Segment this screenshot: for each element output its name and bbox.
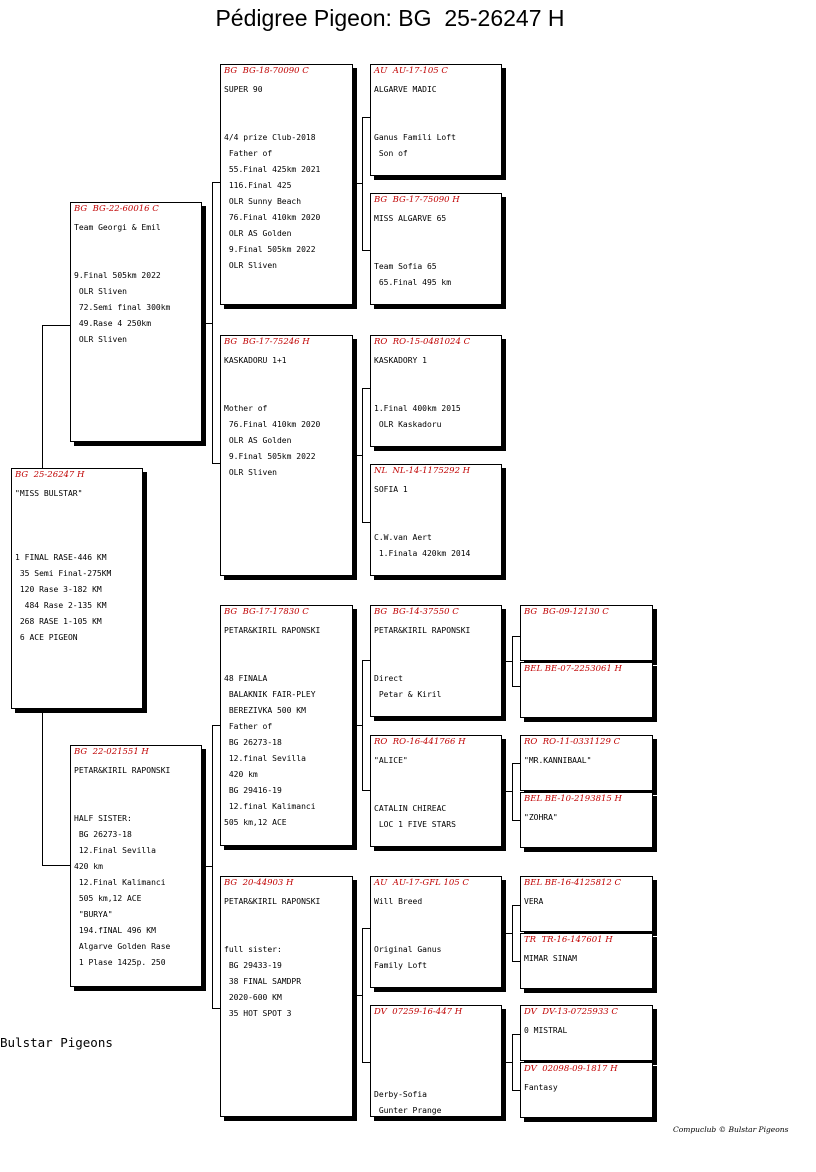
connector-line — [212, 725, 213, 1008]
pigeon-info-line: OLR Sliven — [224, 468, 277, 477]
pigeon-info-line: "MISS BULSTAR" — [15, 489, 83, 498]
pigeon-info-line: "ALICE" — [374, 756, 408, 765]
connector-line — [502, 791, 512, 792]
pigeon-card-mmf — [370, 876, 502, 988]
pigeon-info-line: "MR.KANNIBAAL" — [524, 756, 592, 765]
connector-line — [42, 865, 70, 866]
ring-number: RO RO-15-0481024 C — [374, 337, 471, 347]
connector-line — [512, 636, 520, 637]
connector-line — [362, 250, 370, 251]
connector-line — [212, 182, 213, 463]
connector-line — [512, 763, 520, 764]
pigeon-info-line: 9.Final 505km 2022 — [74, 271, 161, 280]
pigeon-info-line: Team Georgi & Emil — [74, 223, 161, 232]
connector-line — [512, 763, 513, 820]
ring-number: BEL BE-07-2253061 H — [524, 664, 622, 674]
pigeon-info-line: Team Sofia 65 — [374, 262, 437, 271]
pigeon-info-line: CATALIN CHIREAC — [374, 804, 447, 813]
pigeon-info-line: OLR AS Golden — [224, 229, 292, 238]
ring-number: NL NL-14-1175292 H — [374, 466, 471, 476]
connector-line — [512, 820, 520, 821]
pigeon-info-line: 12.Final Kalimanci — [74, 878, 166, 887]
pigeon-info-line: 9.Final 505km 2022 — [224, 452, 316, 461]
pigeon-card-fm — [220, 335, 353, 576]
pigeon-info-line: Mother of — [224, 404, 268, 413]
connector-line — [512, 961, 520, 962]
ring-number: BG BG-17-75090 H — [374, 195, 460, 205]
pigeon-info-line: 12.Final Sevilla — [74, 846, 156, 855]
pigeon-info-line: 49.Rase 4 250km — [74, 319, 152, 328]
pigeon-info-line: BEREZIVKA 500 KM — [224, 706, 306, 715]
ring-number: BG 20-44903 H — [224, 878, 294, 888]
connector-line — [512, 1034, 513, 1090]
pigeon-info-line: full sister: — [224, 945, 282, 954]
ring-number: BEL BE-16-4125812 C — [524, 878, 622, 888]
pigeon-info-line: 268 RASE 1-105 KM — [15, 617, 102, 626]
pigeon-info-line: Derby-Sofia — [374, 1090, 427, 1099]
ring-number: RO RO-16-441766 H — [374, 737, 466, 747]
pigeon-info-line: 1.Finala 420km 2014 — [374, 549, 471, 558]
pigeon-card-g6 — [520, 933, 653, 989]
pigeon-info-line: BG 29433-19 — [224, 961, 282, 970]
connector-line — [362, 117, 370, 118]
pigeon-card-mff — [370, 605, 502, 717]
pigeon-info-line: 72.Semi final 300km — [74, 303, 171, 312]
connector-line — [502, 1062, 512, 1063]
pigeon-info-line: Father of — [224, 722, 273, 731]
pigeon-info-line: Son of — [374, 149, 408, 158]
connector-line — [362, 928, 363, 1062]
pigeon-info-line: Original Ganus — [374, 945, 442, 954]
ring-number: AU AU-17-GFL 105 C — [374, 878, 469, 888]
pigeon-info-line: 1.Final 400km 2015 — [374, 404, 461, 413]
pigeon-info-line: C.W.van Aert — [374, 533, 432, 542]
connector-line — [42, 713, 43, 865]
pigeon-card-fmm — [370, 464, 502, 576]
pigeon-info-line: OLR Sliven — [74, 335, 127, 344]
pigeon-info-line: 35 Semi Final-275KM — [15, 569, 112, 578]
connector-line — [353, 995, 362, 996]
pigeon-info-line: 2020-600 KM — [224, 993, 282, 1002]
connector-line — [202, 866, 212, 867]
ring-number: BG BG-18-70090 C — [224, 66, 309, 76]
pigeon-info-line: 194.fINAL 496 KM — [74, 926, 156, 935]
pigeon-card-ff — [220, 64, 353, 305]
copyright-note: Compuclub © Bulstar Pigeons — [673, 1125, 789, 1134]
ring-number: RO RO-11-0331129 C — [524, 737, 621, 747]
pigeon-info-line: 420 km — [74, 862, 103, 871]
pigeon-info-line: 35 HOT SPOT 3 — [224, 1009, 292, 1018]
pigeon-info-line: Direct — [374, 674, 403, 683]
pigeon-info-line: Family Loft — [374, 961, 427, 970]
pigeon-card-g7 — [520, 1005, 653, 1061]
pigeon-info-line: BG 29416-19 — [224, 786, 282, 795]
pigeon-info-line: BG 26273-18 — [74, 830, 132, 839]
pigeon-info-line: 505 km,12 ACE — [74, 894, 142, 903]
pigeon-info-line: 48 FINALA — [224, 674, 268, 683]
pigeon-info-line: OLR Kaskadoru — [374, 420, 442, 429]
pigeon-info-line: 505 km,12 ACE — [224, 818, 287, 827]
pigeon-info-line: MISS ALGARVE 65 — [374, 214, 447, 223]
pigeon-info-line: Gunter Prange — [374, 1106, 442, 1115]
pigeon-card-father — [70, 202, 202, 442]
ring-number: AU AU-17-105 C — [374, 66, 448, 76]
pigeon-card-g2 — [520, 662, 653, 718]
ring-number: BG 25-26247 H — [15, 470, 85, 480]
pigeon-info-line: OLR Sunny Beach — [224, 197, 302, 206]
pigeon-info-line: 55.Final 425km 2021 — [224, 165, 321, 174]
connector-line — [42, 325, 43, 470]
connector-line — [512, 905, 520, 906]
pigeon-info-line: BG 26273-18 — [224, 738, 282, 747]
pigeon-card-g5 — [520, 876, 653, 932]
pigeon-info-line: Will Breed — [374, 897, 423, 906]
connector-line — [362, 928, 370, 929]
pigeon-card-fmf — [370, 335, 502, 447]
page-title: Pédigree Pigeon: BG 25-26247 H — [215, 5, 565, 31]
connector-line — [202, 323, 212, 324]
pigeon-info-line: 76.Final 410km 2020 — [224, 420, 321, 429]
connector-line — [212, 182, 220, 183]
connector-line — [353, 183, 362, 184]
ring-number: BG BG-17-17830 C — [224, 607, 309, 617]
pigeon-info-line: KASKADORU 1+1 — [224, 356, 287, 365]
pigeon-info-line: PETAR&KIRIL RAPONSKI — [74, 766, 171, 775]
pigeon-info-line: BALAKNIK FAIR-PLEY — [224, 690, 316, 699]
pigeon-card-g4 — [520, 792, 653, 848]
pigeon-info-line: SOFIA 1 — [374, 485, 408, 494]
pigeon-info-line: "ZOHRA" — [524, 813, 558, 822]
pigeon-info-line: Algarve Golden Rase — [74, 942, 171, 951]
pigeon-info-line: OLR AS Golden — [224, 436, 292, 445]
pigeon-card-ffm — [370, 193, 502, 305]
pigeon-card-mmm — [370, 1005, 502, 1117]
pigeon-card-mm — [220, 876, 353, 1117]
ring-number: BG BG-09-12130 C — [524, 607, 609, 617]
pigeon-info-line: 6 ACE PIGEON — [15, 633, 78, 642]
ring-number: BG 22-021551 H — [74, 747, 149, 757]
pigeon-info-line: PETAR&KIRIL RAPONSKI — [224, 897, 321, 906]
pigeon-card-g8 — [520, 1062, 653, 1118]
pigeon-card-mother — [70, 745, 202, 987]
ring-number: TR TR-16-147601 H — [524, 935, 613, 945]
pigeon-info-line: 4/4 prize Club-2018 — [224, 133, 316, 142]
ring-number: BEL BE-10-2193815 H — [524, 794, 622, 804]
connector-line — [502, 661, 512, 662]
pigeon-card-g3 — [520, 735, 653, 791]
loft-name: Bulstar Pigeons — [0, 1035, 113, 1050]
pigeon-info-line: OLR Sliven — [74, 287, 127, 296]
connector-line — [362, 117, 363, 250]
connector-line — [212, 463, 220, 464]
connector-line — [353, 455, 362, 456]
pigeon-info-line: 12.final Sevilla — [224, 754, 306, 763]
pigeon-info-line: 1 Plase 1425p. 250 — [74, 958, 166, 967]
connector-line — [512, 905, 513, 961]
pigeon-info-line: KASKADORY 1 — [374, 356, 427, 365]
pigeon-info-line: 65.Final 495 km — [374, 278, 452, 287]
pigeon-card-fff — [370, 64, 502, 176]
pigeon-info-line: 484 Rase 2-135 KM — [15, 601, 107, 610]
ring-number: DV 02098-09-1817 H — [524, 1064, 618, 1074]
pigeon-info-line: MIMAR SINAM — [524, 954, 577, 963]
connector-line — [362, 660, 363, 790]
ring-number: BG BG-14-37550 C — [374, 607, 459, 617]
ring-number: DV 07259-16-447 H — [374, 1007, 463, 1017]
connector-line — [502, 933, 512, 934]
pigeon-info-line: 9.Final 505km 2022 — [224, 245, 316, 254]
pigeon-info-line: 76.Final 410km 2020 — [224, 213, 321, 222]
pigeon-info-line: Ganus Famili Loft — [374, 133, 456, 142]
pigeon-info-line: 116.Final 425 — [224, 181, 292, 190]
pigeon-card-mf — [220, 605, 353, 846]
connector-line — [362, 790, 370, 791]
connector-line — [212, 725, 220, 726]
pigeon-info-line: VERA — [524, 897, 544, 906]
pigeon-info-line: PETAR&KIRIL RAPONSKI — [374, 626, 471, 635]
pigeon-info-line: HALF SISTER: — [74, 814, 132, 823]
pigeon-card-mfm — [370, 735, 502, 847]
pigeon-info-line: PETAR&KIRIL RAPONSKI — [224, 626, 321, 635]
pigeon-info-line: LOC 1 FIVE STARS — [374, 820, 456, 829]
pigeon-info-line: "BURYA" — [74, 910, 113, 919]
connector-line — [362, 388, 363, 522]
ring-number: BG BG-17-75246 H — [224, 337, 310, 347]
pigeon-info-line: 420 km — [224, 770, 258, 779]
connector-line — [362, 522, 370, 523]
pigeon-info-line: ALGARVE MADIC — [374, 85, 437, 94]
connector-line — [512, 686, 520, 687]
connector-line — [212, 1008, 220, 1009]
connector-line — [512, 1090, 520, 1091]
pigeon-info-line: SUPER 90 — [224, 85, 263, 94]
pigeon-info-line: 0 MISTRAL — [524, 1026, 568, 1035]
connector-line — [512, 636, 513, 686]
pigeon-info-line: Father of — [224, 149, 273, 158]
pigeon-info-line: Fantasy — [524, 1083, 558, 1092]
connector-line — [512, 1034, 520, 1035]
pigeon-info-line: 120 Rase 3-182 KM — [15, 585, 102, 594]
connector-line — [362, 388, 370, 389]
connector-line — [362, 1062, 370, 1063]
pigeon-info-line: 38 FINAL SAMDPR — [224, 977, 302, 986]
connector-line — [353, 725, 362, 726]
pigeon-card-g1 — [520, 605, 653, 661]
ring-number: BG BG-22-60016 C — [74, 204, 159, 214]
pigeon-info-line: 12.final Kalimanci — [224, 802, 316, 811]
connector-line — [42, 325, 70, 326]
pigeon-info-line: 1 FINAL RASE-446 KM — [15, 553, 107, 562]
pigeon-info-line: OLR Sliven — [224, 261, 277, 270]
pigeon-info-line: Petar & Kiril — [374, 690, 442, 699]
pigeon-card-subject — [11, 468, 143, 709]
ring-number: DV DV-13-0725933 C — [524, 1007, 618, 1017]
connector-line — [362, 660, 370, 661]
